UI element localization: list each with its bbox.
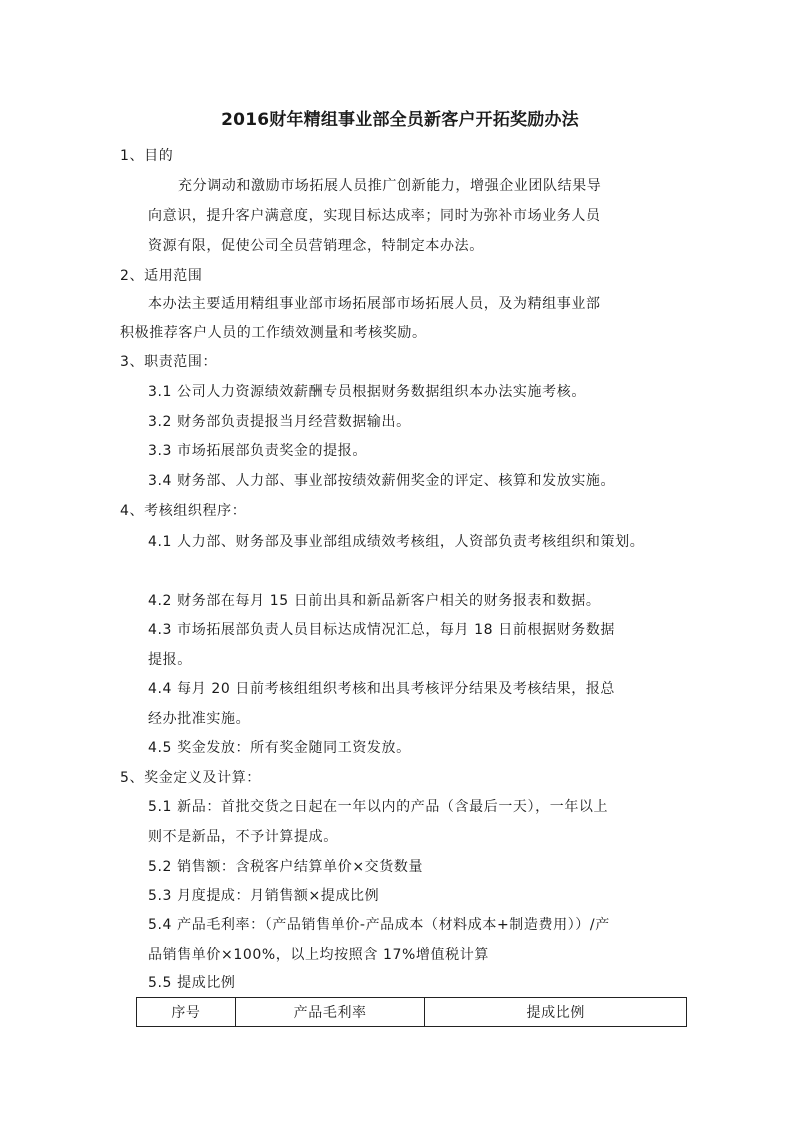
- table-header-cell-index: 序号: [137, 998, 236, 1027]
- section-heading-bonus-definition: 5、奖金定义及计算：: [120, 770, 261, 786]
- list-item: 4.3 市场拓展部负责人员目标达成情况汇总，每月 18 日前根据财务数据: [148, 622, 616, 638]
- list-item: 5.2 销售额：含税客户结算单价×交货数量: [148, 859, 424, 875]
- section-heading-scope: 2、适用范围: [120, 268, 203, 284]
- list-item-continuation: 经办批准实施。: [148, 711, 251, 727]
- section-heading-procedure: 4、考核组织程序：: [120, 503, 247, 519]
- list-item: 5.4 产品毛利率：（产品销售单价-产品成本（材料成本+制造费用））/产: [148, 917, 610, 933]
- paragraph-line: 向意识，提升客户满意度，实现目标达成率；同时为弥补市场业务人员: [148, 208, 601, 224]
- list-item: 4.5 奖金发放：所有奖金随同工资发放。: [148, 740, 411, 756]
- list-item: 4.2 财务部在每月 15 日前出具和新品新客户相关的财务报表和数据。: [148, 593, 601, 609]
- paragraph-line: 本办法主要适用精组事业部市场拓展部市场拓展人员，及为精组事业部: [148, 296, 601, 312]
- paragraph-line: 积极推荐客户人员的工作绩效测量和考核奖励。: [120, 325, 427, 341]
- section-heading-purpose: 1、目的: [120, 148, 174, 164]
- list-item-continuation: 提报。: [148, 652, 192, 668]
- list-item: 3.2 财务部负责提报当月经营数据输出。: [148, 414, 411, 430]
- commission-ratio-table: [136, 997, 687, 1027]
- list-item-continuation: 则不是新品，不予计算提成。: [148, 829, 338, 845]
- list-item: 4.4 每月 20 日前考核组组织考核和出具考核评分结果及考核结果，报总: [148, 681, 616, 697]
- list-item: 3.4 财务部、人力部、事业部按绩效薪佣奖金的评定、核算和发放实施。: [148, 473, 616, 489]
- list-item: 3.1 公司人力资源绩效薪酬专员根据财务数据组织本办法实施考核。: [148, 384, 586, 400]
- paragraph-line: 充分调动和激励市场拓展人员推广创新能力，增强企业团队结果导: [178, 178, 602, 194]
- list-item: 5.5 提成比例: [148, 975, 236, 991]
- table-header-cell-commission-ratio: 提成比例: [425, 998, 687, 1027]
- list-item-continuation: 品销售单价×100%，以上均按照含 17%增值税计算: [148, 947, 489, 963]
- list-item: 5.3 月度提成：月销售额×提成比例: [148, 888, 380, 904]
- section-heading-responsibilities: 3、职责范围：: [120, 354, 218, 370]
- list-item: 3.3 市场拓展部负责奖金的提报。: [148, 443, 367, 459]
- paragraph-line: 资源有限，促使公司全员营销理念，特制定本办法。: [148, 238, 484, 254]
- list-item: 5.1 新品：首批交货之日起在一年以内的产品（含最后一天），一年以上: [148, 799, 609, 815]
- table-header-cell-gross-margin: 产品毛利率: [235, 998, 425, 1027]
- document-title: 2016财年精组事业部全员新客户开拓奖励办法: [221, 110, 579, 130]
- list-item: 4.1 人力部、财务部及事业部组成绩效考核组，人资部负责考核组织和策划。: [148, 534, 645, 550]
- table-header-row: [137, 998, 687, 1027]
